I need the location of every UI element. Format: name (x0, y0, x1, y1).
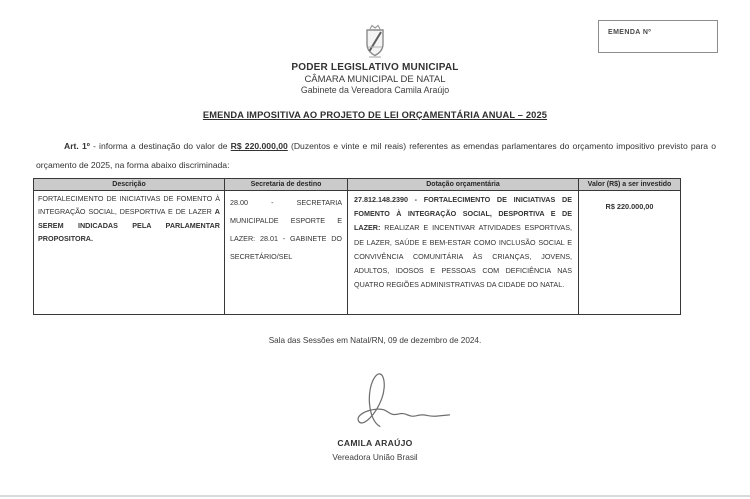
descricao-text: FORTALECIMENTO DE INICIATIVAS DE FOMENTO À INTEGRAÇÃO SOCIAL, DESPORTIVA E DE LAZER (38, 194, 220, 217)
dotacao-bold-text: 27.812.148.2390 - FORTALECIMENTO DE INICIATIVAS DE FOMENTO À INTEGRAÇÃO SOCIAL, DESPORTIVA E DE LAZER: (354, 195, 572, 233)
descricao-bold-text: A SEREM INDICADAS PELA PARLAMENTAR PROPOSITORA. (38, 207, 220, 243)
org-chamber: CÂMARA MUNICIPAL DE NATAL (304, 74, 446, 85)
table-header-row (34, 179, 681, 191)
article-amount-value: R$ 220.000,00 (230, 141, 288, 151)
emenda-number-label: EMENDA Nº (608, 29, 652, 36)
coat-of-arms-icon (360, 23, 390, 63)
emenda-number-box (598, 20, 718, 53)
page-bottom-edge (0, 495, 750, 497)
article-lead: Art. 1º (64, 141, 90, 151)
document-title-text: EMENDA IMPOSITIVA AO PROJETO DE LEI ORÇAMENTÁRIA ANUAL – 2025 (202, 110, 548, 120)
emenda-table (33, 178, 681, 315)
org-office: Gabinete da Vereadora Camila Araújo (300, 85, 450, 95)
dotacao-text: REALIZAR E INCENTIVAR ATIVIDADES ESPORTIVAS, DE LAZER, SAÚDE E BEM-ESTAR COMO INCLUSÃO SOCIAL E CONVIVÊNCIA COMUNITÁRIA ÀS CRIANÇAS, JOVENS, ADULTOS, IDOSOS E PESSOAS COM DEFICIÊNCIA NAS QUATRO REGIÕES ADMINISTRATIVAS DA CIDADE DO NATAL. (354, 223, 572, 290)
article-text-after-value: (Duzentos e vinte e mil reais) referentes as emendas parlamentares do orçamento impositivo previsto para o orçamento de 2025, na forma abaixo discriminada: (36, 141, 717, 170)
cell-descricao (34, 191, 225, 315)
col-header-dotacao: Dotação orçamentária (348, 179, 579, 191)
cell-dotacao (348, 191, 579, 315)
session-place-date: Sala das Sessões em Natal/RN, 09 de dezembro de 2024. (268, 336, 482, 345)
valor-text: R$ 220.000,00 (605, 202, 654, 211)
cell-valor (579, 191, 681, 315)
signer-name: CAMILA ARAÚJO (337, 438, 413, 448)
cell-secretaria: 28.00 - SECRETARIA MUNICIPALDE ESPORTE E LAZER: 28.01 - GABINETE DO SECRETÁRIO/SEL (225, 191, 348, 315)
table-row (34, 191, 681, 315)
col-header-valor: Valor (R$) a ser investido (579, 179, 681, 191)
col-header-descricao: Descrição (34, 179, 225, 191)
article-1-paragraph (36, 137, 716, 175)
document-title (0, 110, 750, 120)
signature-icon (338, 371, 456, 433)
article-text-before-value: - informa a destinação do valor de (89, 141, 231, 151)
signer-role: Vereadora União Brasil (332, 452, 418, 462)
col-header-secretaria: Secretaria de destino (225, 179, 348, 191)
org-branch: PODER LEGISLATIVO MUNICIPAL (291, 62, 459, 73)
letterhead (0, 62, 750, 96)
